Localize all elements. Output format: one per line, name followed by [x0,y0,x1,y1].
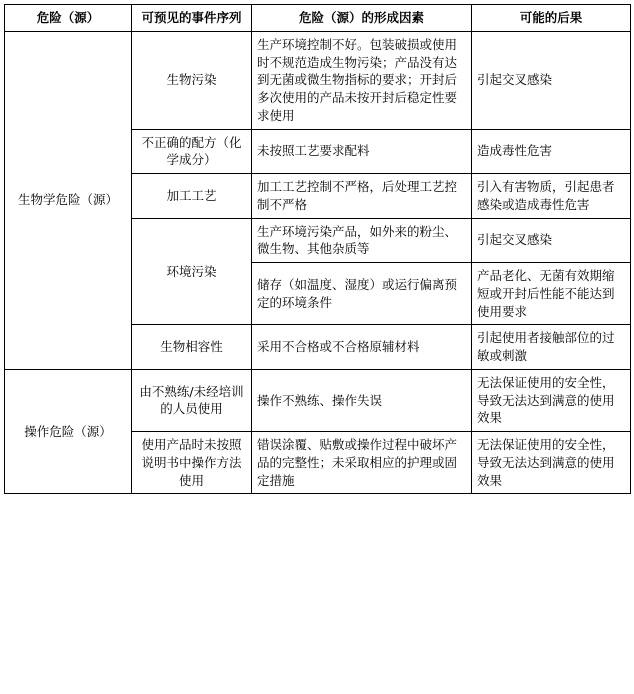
consequence-cell: 引起交叉感染 [472,31,631,129]
consequence-cell: 引起使用者接触部位的过敏或刺激 [472,325,631,370]
event-sequence-cell: 不正确的配方（化学成分） [132,129,252,174]
event-sequence-cell: 使用产品时未按照说明书中操作方法使用 [132,432,252,494]
event-sequence-cell: 加工工艺 [132,174,252,219]
column-header-sequence: 可预见的事件序列 [132,5,252,32]
cause-cell: 加工工艺控制不严格，后处理工艺控制不严格 [252,174,472,219]
event-sequence-cell: 环境污染 [132,218,252,325]
cause-cell: 未按照工艺要求配料 [252,129,472,174]
consequence-cell: 无法保证使用的安全性，导致无法达到满意的使用效果 [472,432,631,494]
table-header-row [5,5,631,32]
event-sequence-cell: 生物污染 [132,31,252,129]
table-body [5,31,631,494]
hazard-category-cell: 操作危险（源） [5,369,132,494]
consequence-cell: 造成毒性危害 [472,129,631,174]
column-header-hazard: 危险（源） [5,5,132,32]
event-sequence-cell: 由不熟练/未经培训的人员使用 [132,369,252,431]
cause-cell: 操作不熟练、操作失误 [252,369,472,431]
column-header-consequence: 可能的后果 [472,5,631,32]
table-row [5,31,631,129]
consequence-cell: 无法保证使用的安全性，导致无法达到满意的使用效果 [472,369,631,431]
hazard-analysis-table [4,4,631,494]
consequence-cell: 引入有害物质，引起患者感染或造成毒性危害 [472,174,631,219]
consequence-cell: 产品老化、无菌有效期缩短或开封后性能不能达到使用要求 [472,263,631,325]
table-header [5,5,631,32]
table-row [5,369,631,431]
hazard-category-cell: 生物学危险（源） [5,31,132,369]
cause-cell: 生产环境控制不好。包装破损或使用时不规范造成生物污染；产品没有达到无菌或微生物指标的要求；开封后多次使用的产品未按开封后稳定性要求使用 [252,31,472,129]
consequence-cell: 引起交叉感染 [472,218,631,263]
event-sequence-cell: 生物相容性 [132,325,252,370]
cause-cell: 采用不合格或不合格原辅材料 [252,325,472,370]
cause-cell: 储存（如温度、湿度）或运行偏离预定的环境条件 [252,263,472,325]
cause-cell: 错误涂覆、贴敷或操作过程中破坏产品的完整性；未采取相应的护理或固定措施 [252,432,472,494]
cause-cell: 生产环境污染产品，如外来的粉尘、微生物、其他杂质等 [252,218,472,263]
column-header-cause: 危险（源）的形成因素 [252,5,472,32]
